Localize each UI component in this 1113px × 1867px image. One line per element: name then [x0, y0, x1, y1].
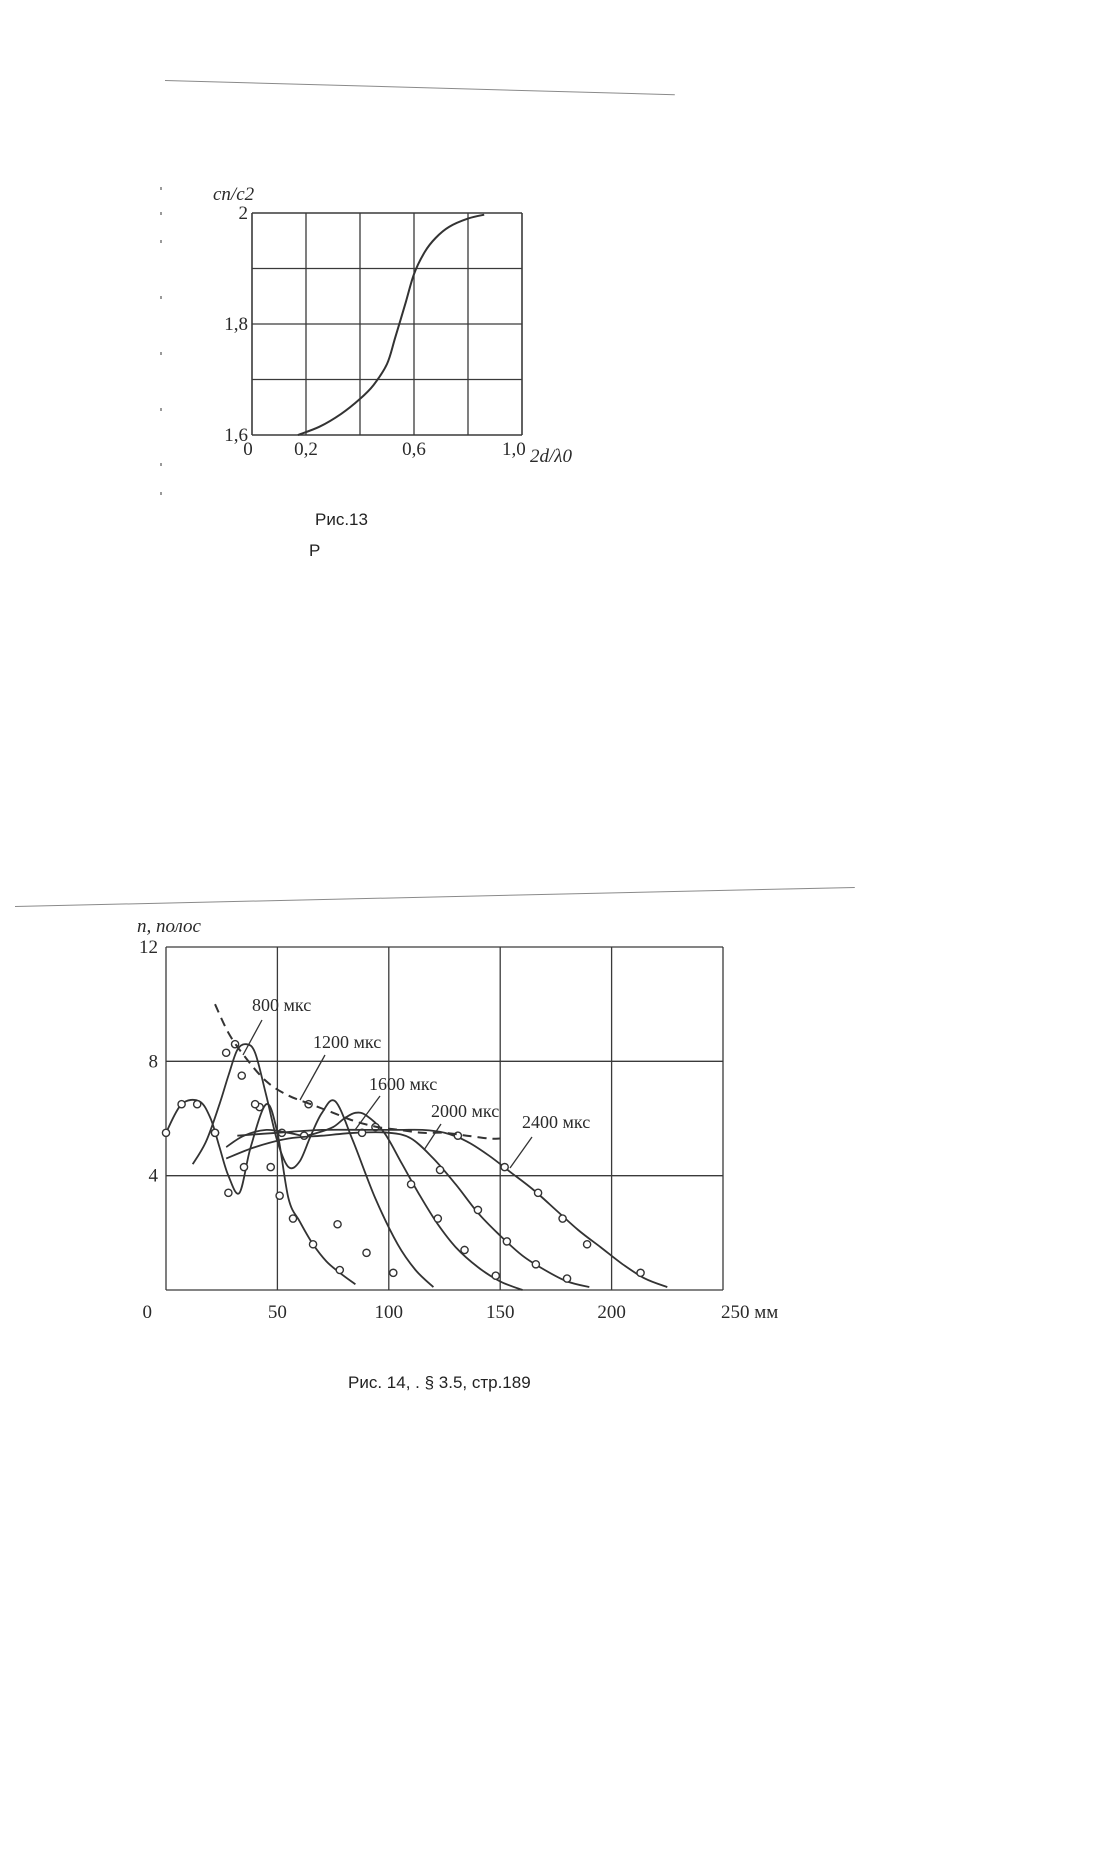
data-point-marker [276, 1192, 283, 1199]
data-point-marker [492, 1272, 499, 1279]
data-point-marker [334, 1221, 341, 1228]
y-tick-label: 1,6 [224, 425, 248, 446]
data-point-marker [336, 1266, 343, 1273]
data-point-marker [238, 1072, 245, 1079]
data-point-marker [178, 1101, 185, 1108]
series-label: 1600 мкс [369, 1074, 438, 1094]
x-tick-label: 50 [267, 1302, 287, 1323]
data-point-marker [436, 1166, 443, 1173]
series-label: 1200 мкс [313, 1032, 382, 1052]
x-tick-label: 150 [485, 1302, 515, 1323]
data-point-marker [461, 1246, 468, 1253]
data-point-marker [407, 1181, 414, 1188]
data-point-marker [301, 1132, 308, 1139]
x-tick-label: 200 [597, 1302, 626, 1323]
series-line [166, 1100, 355, 1284]
series-label: 2000 мкс [431, 1101, 500, 1121]
data-point-marker [240, 1163, 247, 1170]
y-tick-label: 1,8 [224, 314, 248, 335]
data-point-marker [309, 1241, 316, 1248]
data-point-marker [289, 1215, 296, 1222]
fig13-caption: Рис.13 [315, 510, 368, 529]
data-point-marker [559, 1215, 566, 1222]
data-point-marker [637, 1269, 644, 1276]
x-tick-label: 0 [243, 439, 253, 460]
series-line [237, 1130, 667, 1287]
y-tick-label: 12 [139, 937, 158, 958]
data-point-marker [194, 1101, 201, 1108]
fig13-stray-mark: Р [309, 541, 321, 560]
y-tick-label: 4 [148, 1165, 158, 1187]
data-point-marker [534, 1189, 541, 1196]
data-point-marker [434, 1215, 441, 1222]
series-label-leader [243, 1020, 262, 1055]
series-label-leader [510, 1137, 532, 1168]
data-point-marker [267, 1163, 274, 1170]
data-point-marker [583, 1241, 590, 1248]
data-point-marker [532, 1261, 539, 1268]
data-point-marker [162, 1129, 169, 1136]
fig14-caption: Рис. 14, . § 3.5, стр.189 [348, 1373, 531, 1392]
y-tick-label: 8 [148, 1051, 158, 1073]
x-tick-label: 1,0 [502, 439, 526, 460]
x-axis-label: 2d/λ0 [530, 446, 573, 467]
data-point-marker [563, 1275, 570, 1282]
data-point-marker [225, 1189, 232, 1196]
series-label: 800 мкс [252, 995, 312, 1015]
x-tick-label: 0,2 [294, 439, 318, 460]
data-point-marker [363, 1249, 370, 1256]
series-line [226, 1113, 522, 1290]
data-point-marker [211, 1129, 218, 1136]
y-tick-label: 2 [238, 203, 248, 224]
data-point-marker [474, 1206, 481, 1213]
y-axis-label: n, полос [137, 916, 201, 937]
series-label-leader [424, 1124, 441, 1150]
x-tick-label: 0,6 [402, 439, 426, 460]
x-tick-label: 250 мм [721, 1302, 779, 1323]
y-axis-label: cп/c2 [213, 184, 255, 205]
x-tick-label: 0 [142, 1302, 152, 1323]
data-point-marker [252, 1101, 259, 1108]
data-point-marker [501, 1163, 508, 1170]
data-point-marker [223, 1049, 230, 1056]
data-point-marker [503, 1238, 510, 1245]
data-point-marker [390, 1269, 397, 1276]
x-tick-label: 100 [374, 1302, 404, 1323]
series-label: 2400 мкс [522, 1112, 591, 1132]
